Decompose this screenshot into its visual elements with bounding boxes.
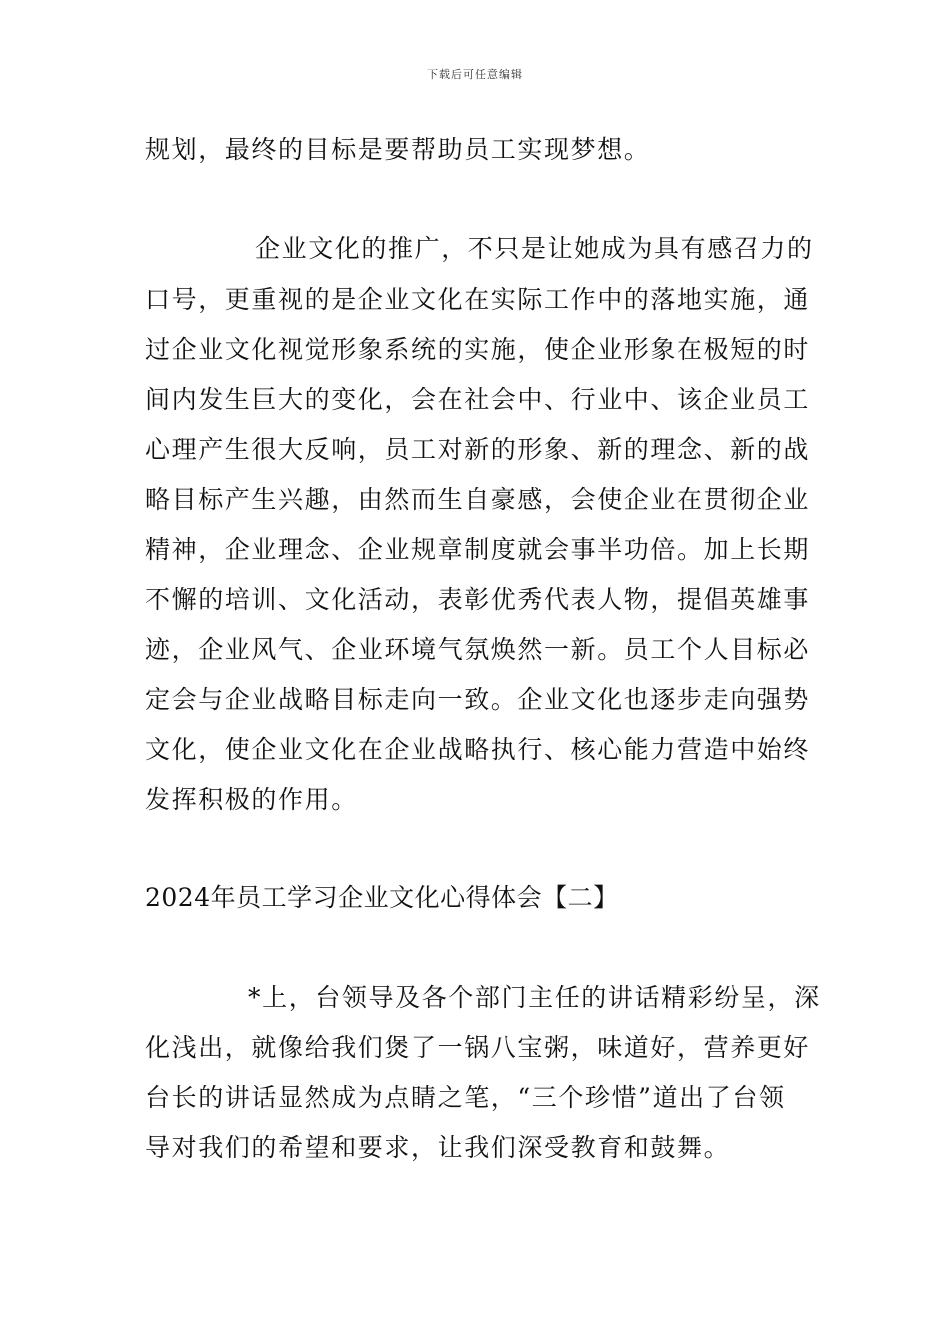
paragraph-line: 规划，最终的目标是要帮助员工实现梦想。	[145, 135, 651, 164]
paragraph-line: 不懈的培训、文化活动，表彰优秀代表人物，提倡英雄事	[145, 585, 811, 614]
paragraph-line: 精神，企业理念、企业规章制度就会事半功倍。加上长期	[145, 535, 811, 564]
paragraph-line: 化浅出，就像给我们煲了一锅八宝粥，味道好，营养更好	[145, 1033, 811, 1062]
paragraph-line: 心理产生很大反响，员工对新的形象、新的理念、新的战	[145, 435, 811, 464]
paragraph-line: 发挥积极的作用。	[145, 785, 358, 814]
paragraph-line: 略目标产生兴趣，由然而生自豪感，会使企业在贯彻企业	[145, 485, 811, 514]
paragraph-line: 过企业文化视觉形象系统的实施，使企业形象在极短的时	[145, 335, 811, 364]
page-header: 下载后可任意编辑	[427, 68, 523, 81]
paragraph-line: 间内发生巨大的变化，会在社会中、行业中、该企业员工	[145, 385, 811, 414]
paragraph-line: 口号，更重视的是企业文化在实际工作中的落地实施，通	[145, 285, 811, 314]
paragraph-line: 企业文化的推广，不只是让她成为具有感召力的	[255, 234, 814, 263]
paragraph-line: *上，台领导及各个部门主任的讲话精彩纷呈，深	[248, 983, 821, 1012]
paragraph-line: 文化，使企业文化在企业战略执行、核心能力营造中始终	[145, 735, 811, 764]
section-heading: 2024年员工学习企业文化心得体会【二】	[145, 883, 619, 912]
paragraph-line: 导对我们的希望和要求，让我们深受教育和鼓舞。	[145, 1133, 731, 1162]
paragraph-line: 台长的讲话显然成为点睛之笔，“三个珍惜”道出了台领	[145, 1083, 786, 1112]
paragraph-line: 迹，企业风气、企业环境气氛焕然一新。员工个人目标必	[145, 635, 811, 664]
paragraph-line: 定会与企业战略目标走向一致。企业文化也逐步走向强势	[145, 685, 811, 714]
